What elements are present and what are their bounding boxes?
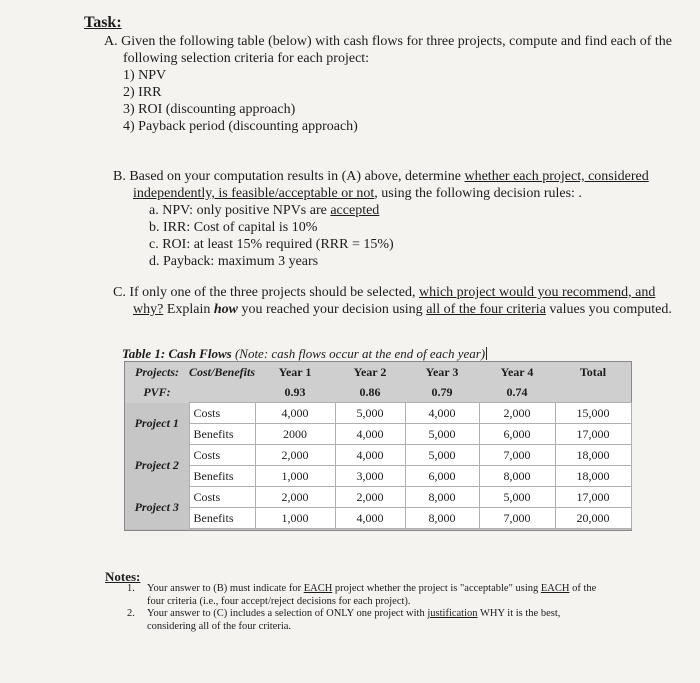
value-cell: 7,000 xyxy=(479,508,555,529)
header-cell: Cost/Benefits xyxy=(189,362,255,382)
table-header-row xyxy=(125,362,631,382)
header-cell: Total xyxy=(555,362,631,382)
text-cursor xyxy=(486,347,487,360)
note-continuation: considering all of the four criteria. xyxy=(147,620,292,632)
note-continuation: four criteria (i.e., four accept/reject decisions for each project). xyxy=(147,595,411,607)
text-span: Your answer to (C) includes a selection of ONLY one project with xyxy=(147,608,428,619)
project-label: Project 1 xyxy=(125,403,189,445)
text-span: how xyxy=(213,302,238,317)
table-row xyxy=(125,508,631,529)
section-b xyxy=(113,168,649,270)
row-label: Benefits xyxy=(189,466,255,487)
header-cell: Projects: xyxy=(125,362,189,382)
table-row xyxy=(125,424,631,445)
value-cell: 8,000 xyxy=(479,466,555,487)
value-cell: 6,000 xyxy=(479,424,555,445)
notes-list xyxy=(127,583,596,633)
section-c-line1 xyxy=(113,284,672,301)
text-span: you reached your decision using xyxy=(238,302,427,317)
text-span: C. If only one of the three projects should be selected, xyxy=(113,285,419,300)
total-cell: 18,000 xyxy=(555,466,631,487)
value-cell: 4,000 xyxy=(255,403,335,424)
text-span: project whether the project is "acceptable" using xyxy=(332,583,541,594)
total-cell: 17,000 xyxy=(555,487,631,508)
header-cell: Year 3 xyxy=(405,362,479,382)
decision-rule xyxy=(113,202,649,219)
value-cell: 8,000 xyxy=(405,508,479,529)
total-cell: 15,000 xyxy=(555,403,631,424)
value-cell: 5,000 xyxy=(335,403,405,424)
value-cell: 2,000 xyxy=(479,403,555,424)
text-span: independently, is feasible/acceptable or not xyxy=(133,186,375,201)
value-cell: 5,000 xyxy=(405,424,479,445)
note-number: 2. xyxy=(127,608,135,619)
section-a xyxy=(104,33,672,135)
note-number: 1. xyxy=(127,583,135,594)
row-label: Costs xyxy=(189,403,255,424)
header-cell: Year 2 xyxy=(335,362,405,382)
header-cell: Year 1 xyxy=(255,362,335,382)
project-label: Project 3 xyxy=(125,487,189,529)
text-span: accepted xyxy=(330,203,380,218)
pvf-row xyxy=(125,382,631,403)
pvf-cell: 0.74 xyxy=(479,382,555,403)
table-row xyxy=(125,403,631,424)
decision-rule xyxy=(113,219,649,236)
text-span: which project would you recommend, and xyxy=(418,285,656,300)
row-label: Costs xyxy=(189,487,255,508)
value-cell: 6,000 xyxy=(405,466,479,487)
text-span: , using the following decision rules: . xyxy=(374,186,582,201)
criterion-item: 3) ROI (discounting approach) xyxy=(123,102,296,117)
text-span: EACH xyxy=(540,583,570,594)
value-cell: 2000 xyxy=(255,424,335,445)
text-span: c. ROI: at least 15% required (RRR = 15%) xyxy=(149,237,394,252)
pvf-label: PVF: xyxy=(125,382,189,403)
header-cell: Year 4 xyxy=(479,362,555,382)
row-label: Benefits xyxy=(189,508,255,529)
text-span: EACH xyxy=(303,583,333,594)
section-a-line2: following selection criteria for each project: xyxy=(123,51,370,66)
text-span: whether each project, considered xyxy=(464,169,649,184)
text-span: b. IRR: Cost of capital is 10% xyxy=(149,220,318,235)
text-span: of the xyxy=(569,583,597,594)
text-span: d. Payback: maximum 3 years xyxy=(149,254,319,269)
text-span: why? xyxy=(133,302,164,317)
cash-flow-grid xyxy=(125,362,632,529)
decision-rule xyxy=(113,253,649,270)
section-c xyxy=(113,284,672,318)
value-cell: 3,000 xyxy=(335,466,405,487)
value-cell: 2,000 xyxy=(255,487,335,508)
text-span: Table 1: Cash Flows xyxy=(122,346,232,361)
text-span: a. NPV: only positive NPVs are xyxy=(149,203,331,218)
value-cell: 5,000 xyxy=(479,487,555,508)
text-span: all of the four criteria xyxy=(426,302,546,317)
text-span: justification xyxy=(427,608,478,619)
total-cell: 18,000 xyxy=(555,445,631,466)
total-cell: 17,000 xyxy=(555,424,631,445)
pvf-cell: 0.79 xyxy=(405,382,479,403)
text-span: WHY it is the best, xyxy=(477,608,561,619)
value-cell: 8,000 xyxy=(405,487,479,508)
section-c-line2 xyxy=(113,301,672,318)
table-caption xyxy=(122,346,487,362)
row-label: Costs xyxy=(189,445,255,466)
section-b-line1 xyxy=(113,168,649,185)
value-cell: 4,000 xyxy=(405,403,479,424)
decision-rule xyxy=(113,236,649,253)
value-cell: 5,000 xyxy=(405,445,479,466)
criterion-item: 2) IRR xyxy=(123,85,162,100)
pvf-cell: 0.86 xyxy=(335,382,405,403)
note-item xyxy=(127,608,596,621)
empty-cell xyxy=(555,382,631,403)
value-cell: 4,000 xyxy=(335,508,405,529)
table-row xyxy=(125,487,631,508)
total-cell: 20,000 xyxy=(555,508,631,529)
criterion-item: 4) Payback period (discounting approach) xyxy=(123,119,358,134)
pvf-cell: 0.93 xyxy=(255,382,335,403)
task-title: Task: xyxy=(84,14,122,31)
value-cell: 2,000 xyxy=(335,487,405,508)
criterion-item: 1) NPV xyxy=(123,68,167,83)
value-cell: 1,000 xyxy=(255,508,335,529)
row-label: Benefits xyxy=(189,424,255,445)
value-cell: 7,000 xyxy=(479,445,555,466)
text-span: Explain xyxy=(163,302,214,317)
cash-flow-table xyxy=(124,361,632,531)
text-span: values you computed. xyxy=(545,302,672,317)
value-cell: 2,000 xyxy=(255,445,335,466)
notes-title: Notes: xyxy=(105,569,141,584)
table-row xyxy=(125,466,631,487)
text-span: (Note: cash flows occur at the end of each year) xyxy=(231,346,486,361)
value-cell: 4,000 xyxy=(335,445,405,466)
section-b-line2 xyxy=(113,185,649,202)
value-cell: 4,000 xyxy=(335,424,405,445)
project-label: Project 2 xyxy=(125,445,189,487)
empty-cell xyxy=(189,382,255,403)
note-item xyxy=(127,583,596,596)
table-row xyxy=(125,445,631,466)
section-a-line1: A. Given the following table (below) with cash flows for three projects, compute and find each of the xyxy=(104,34,672,49)
text-span: B. Based on your computation results in (A) above, determine xyxy=(113,169,465,184)
value-cell: 1,000 xyxy=(255,466,335,487)
text-span: Your answer to (B) must indicate for xyxy=(147,583,304,594)
